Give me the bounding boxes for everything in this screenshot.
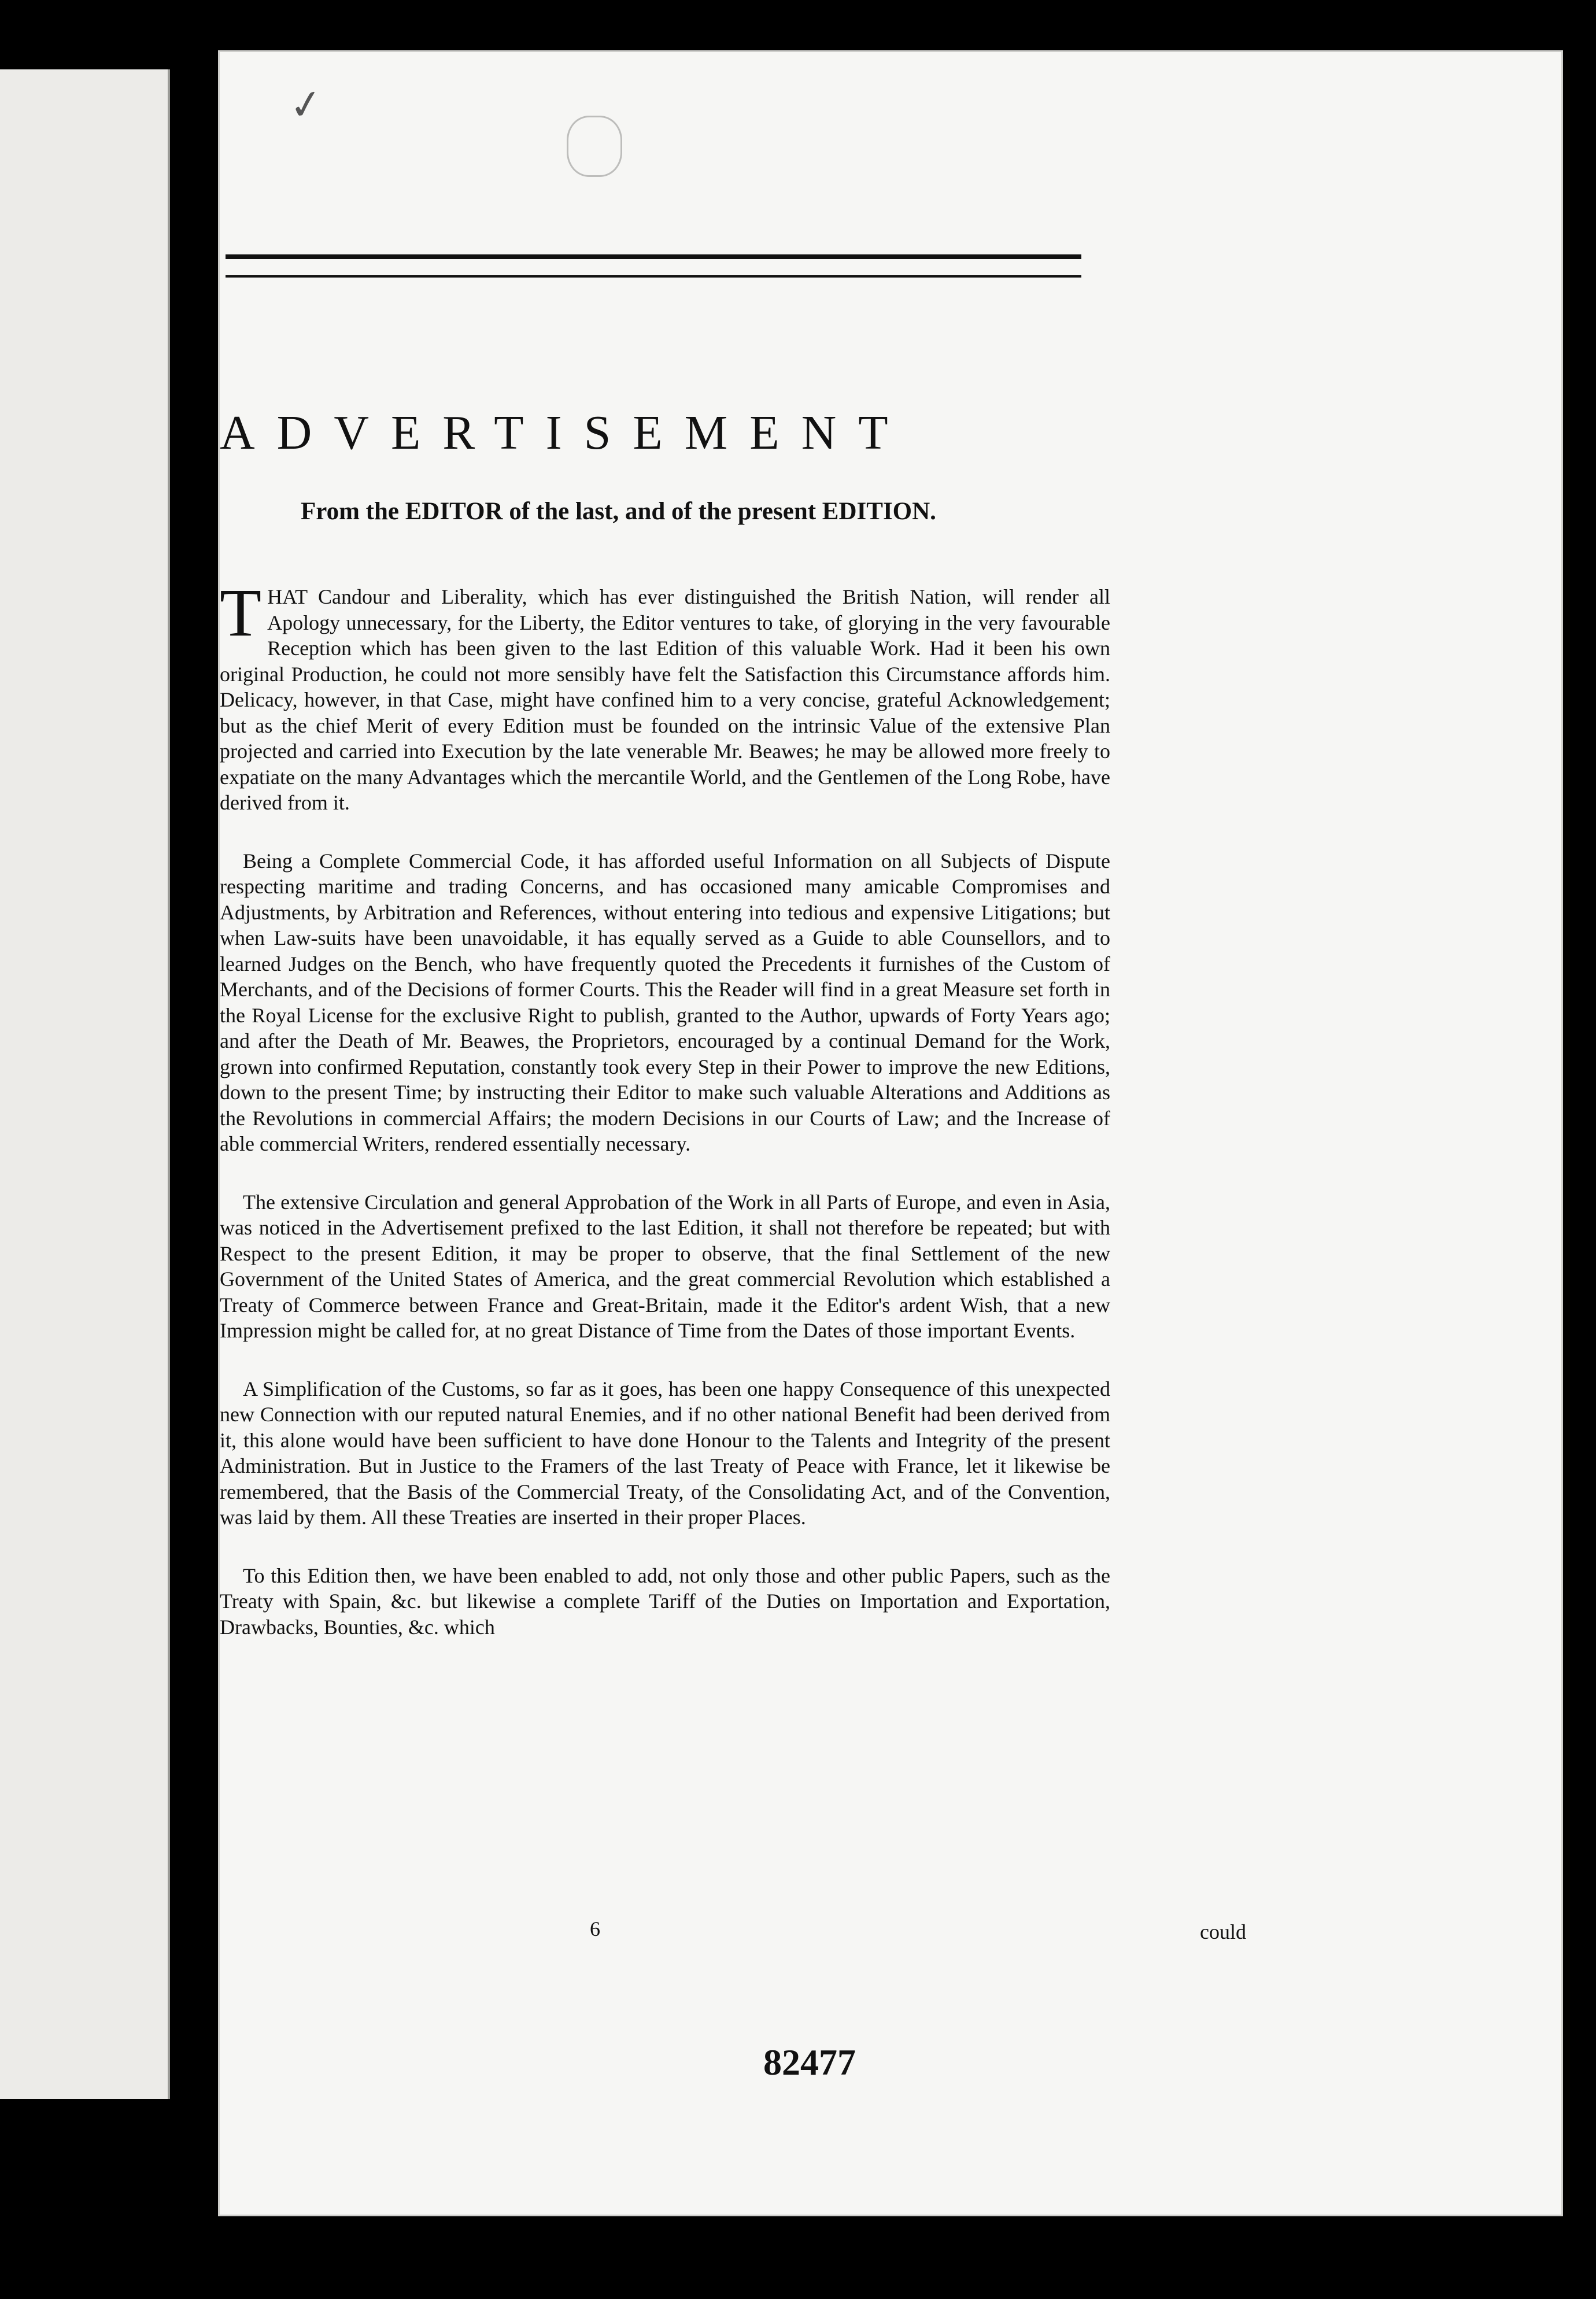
- signature-mark: 6: [590, 1917, 600, 1941]
- page-subtitle: From the EDITOR of the last, and of the present EDITION.: [301, 498, 936, 525]
- paragraph-3: The extensive Circulation and general Approbation of the Work in all Parts of Europe, and even in Asia, was noticed in the Advertisement prefixed to the last Edition, it shall not therefore be repeated; but with Respect to the present Edition, it may be proper to observe, that the final Settlement of the new Government of the United States of America, and the great commercial Revolution which established a Treaty of Commerce between France and Great-Britain, made it the Editor's ardent Wish, that a new Impression might be called for, at no great Distance of Time from the Dates of those important Events.: [220, 1190, 1110, 1342]
- margin-tick-mark: ✓: [286, 79, 327, 131]
- catchword: could: [1200, 1920, 1246, 1943]
- top-double-rule: [226, 254, 1081, 278]
- paragraph-1-text: HAT Candour and Liberality, which has ever distinguished the British Nation, will render all Apology unnecessary, for the Liberty, the Editor ventures to take, of glorying in the very favourable Reception which has been given to the last Edition of this valuable Work. Had it been his own original Production, he could not more sensibly have felt the Satisfaction this Circumstance affords him. Delicacy, however, in that Case, might have confined him to a very concise, grateful Acknowledgement; but as the chief Merit of every Edition must be founded on the intrinsic Value of the extensive Plan projected and carried into Execution by the late venerable Mr. Beawes; he may be allowed more freely to expatiate on the many Advantages which the mercantile World, and the Gentlemen of the Long Robe, have derived from it.: [220, 585, 1110, 814]
- advertisement-body: [220, 575, 1110, 1672]
- library-stamp: [567, 116, 622, 177]
- page-title: ADVERTISEMENT: [220, 406, 910, 460]
- accession-number: 82477: [763, 2042, 856, 2083]
- facing-page-edge: [0, 69, 170, 2099]
- paragraph-5: To this Edition then, we have been enabled to add, not only those and other public Papers, such as the Treaty with Spain, &c. but likewise a complete Tariff of the Duties on Importation and Exportation, Drawbacks, Bounties, &c. which: [220, 1564, 1110, 1639]
- drop-cap: T: [220, 575, 262, 650]
- paragraph-4: A Simplification of the Customs, so far as it goes, has been one happy Consequence of this unexpected new Connection with our reputed natural Enemies, and if no other national Benefit had been derived from it, this alone would have been sufficient to have done Honour to the Talents and Integrity of the present Administration. But in Justice to the Framers of the last Treaty of Peace with France, let it likewise be remembered, that the Basis of the Commercial Treaty, of the Consolidating Act, and of the Convention, was laid by them. All these Treaties are inserted in their proper Places.: [220, 1377, 1110, 1529]
- paragraph-2: Being a Complete Commercial Code, it has afforded useful Information on all Subjects of Dispute respecting maritime and trading Concerns, and has occasioned many amicable Compromises and Adjustments, by Arbitration and References, without entering into tedious and expensive Litigations; but when Law-suits have been unavoidable, it has equally served as a Guide to able Counsellors, and to learned Judges on the Bench, who have frequently quoted the Precedents it furnishes of the Custom of Merchants, and of the Decisions of former Courts. This the Reader will find in a great Measure set forth in the Royal License for the exclusive Right to publish, granted to the Author, upwards of Forty Years ago; and after the Death of Mr. Beawes, the Proprietors, encouraged by a continual Demand for the Work, grown into confirmed Reputation, constantly took every Step in their Power to improve the new Editions, down to the present Time; by instructing their Editor to make such valuable Alterations and Additions as the Revolutions in commercial Affairs; the modern Decisions in our Courts of Law; and the Increase of able commercial Writers, rendered essentially necessary.: [220, 849, 1110, 1155]
- paragraph-1: [220, 575, 1110, 816]
